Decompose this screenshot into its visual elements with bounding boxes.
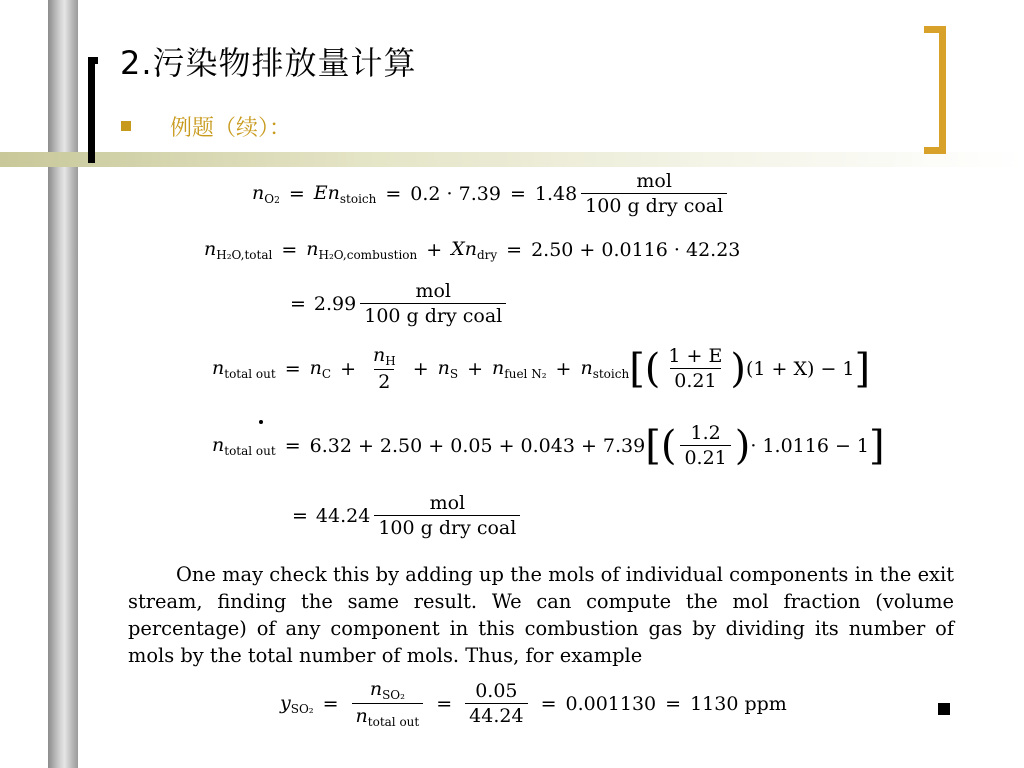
equation-total-out-general: $n_{total out}$ = $n_C$ + $\frac{n_H}{2}$ + $n_S$ + $n_{fuel N_2}$ + $n_{stoich}$ [( $\frac{1 + E}{0.21}$ ) (1 + X) − 1 ]	[212, 344, 871, 393]
equation-total-out-result: = 44.24 $\frac{\text{mol}}{\text{100 g dry coal}}$	[292, 492, 524, 539]
equation-h2o-total: $n_{H_2O,total}$ = $n_{H_2O,combustion}$ + $Xn_{dry}$ = 2.50 + 0.0116 · 42.23	[204, 238, 741, 262]
right-bracket-decoration	[924, 26, 946, 154]
left-vertical-bar	[48, 0, 78, 768]
slide-title: 2.污染物排放量计算	[120, 44, 417, 82]
paragraph-text: One may check this by adding up the mols of individual components in the exit stream, finding the same result. We can compute the mol fraction (volume percentage) of any component in this combustion gas by dividing its number of mols by the total number of mols. Thus, for example	[128, 563, 954, 667]
equation-so2-fraction: $y_{SO_2}$ = $\frac{n_{SO_2}}{n_{total out}}$ = $\frac{0.05}{44.24}$ = 0.001130 = 1130 ppm	[280, 678, 787, 729]
equation-h2o-result: = 2.99 $\frac{\text{mol}}{\text{100 g dry coal}}$	[290, 280, 510, 327]
end-of-proof-square-icon	[938, 703, 950, 715]
explanation-paragraph	[128, 561, 954, 669]
title-underline-bar	[0, 152, 1024, 167]
equation-total-out-numeric: $n_{total out}$ = 6.32 + 2.50 + 0.05 + 0.043 + 7.39 [( $\frac{1.2}{0.21}$ ) · 1.0116 − 1 ]	[212, 422, 885, 469]
slide-subtitle: 例题（续）：	[170, 116, 292, 141]
left-bracket-decoration	[88, 57, 98, 163]
equation-o2: $n_{O2}$ = $En_{stoich}$ = 0.2 · 7.39 = 1.48 $\frac{\text{mol}}{\text{100 g dry coal}}$	[252, 170, 731, 217]
bullet-square-icon	[121, 121, 131, 131]
